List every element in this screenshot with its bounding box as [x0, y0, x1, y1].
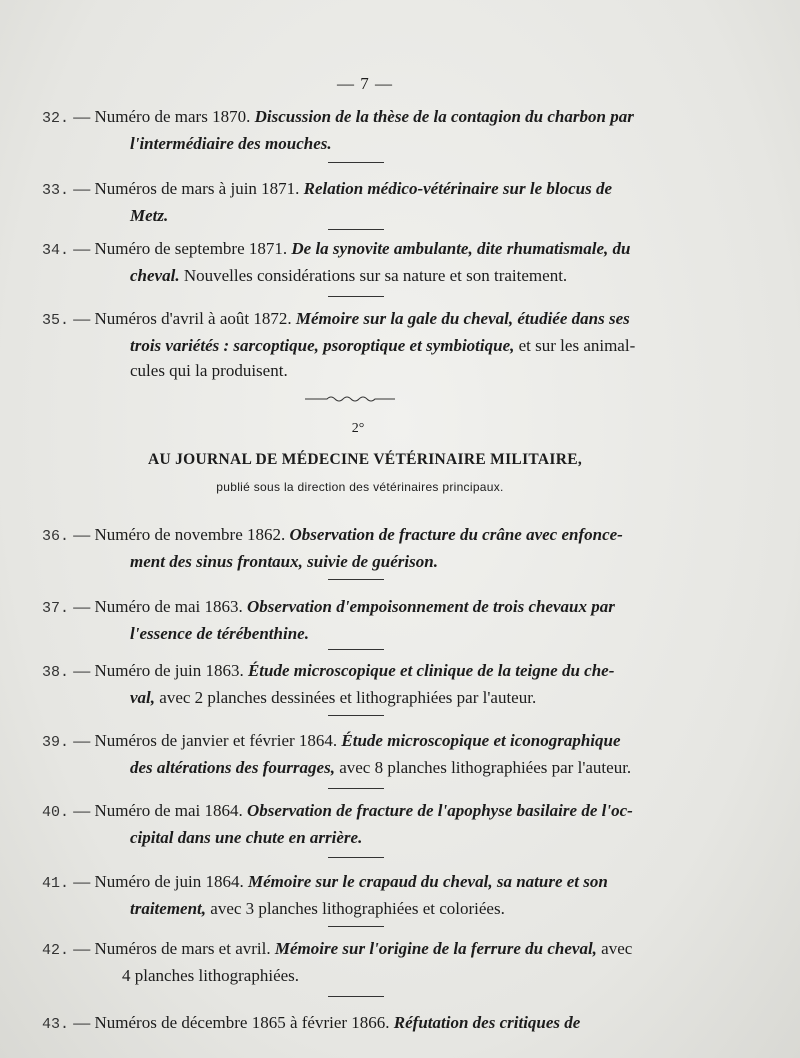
separator-rule [328, 162, 384, 163]
separator-rule [328, 579, 384, 580]
entry-title-cont: trois variétés : sarcoptique, psoroptique et symbiotique, [130, 336, 515, 355]
entry-41 [42, 869, 682, 921]
entry-32 [42, 104, 682, 156]
entry-number: 39. [42, 734, 70, 751]
section-title: AU JOURNAL DE MÉDECINE VÉTÉRINAIRE MILITAIRE, [147, 451, 583, 468]
entry-number: 43. [42, 1016, 70, 1033]
separator-rule [328, 229, 384, 230]
entry-number: 35. [42, 312, 70, 329]
separator-rule [328, 296, 384, 297]
entry-description: 4 planches lithographiées. [122, 966, 300, 985]
entry-title-cont: des altérations des fourrages, [130, 758, 335, 777]
entry-issue: — Numéro de mars 1870. [73, 107, 255, 126]
entry-42 [42, 936, 682, 988]
separator-rule [328, 788, 384, 789]
entry-issue-cont: avec [596, 939, 633, 958]
section-subtitle: publié sous la direction des vétérinaires principaux. [216, 480, 504, 494]
section-number: 2° [351, 421, 365, 436]
entry-issue: — Numéros de mars et avril. [73, 939, 275, 958]
entry-description: avec 8 planches lithographiées par l'auteur. [334, 758, 632, 777]
entry-title: Mémoire sur l'origine de la ferrure du cheval, [274, 939, 597, 958]
entry-title: De la synovite ambulante, dite rhumatismale, du [291, 239, 631, 258]
entry-40 [42, 798, 682, 850]
entry-issue: — Numéro de novembre 1862. [73, 525, 290, 544]
entry-number: 41. [42, 875, 70, 892]
entry-title-cont: ment des sinus frontaux, suivie de guérison. [130, 552, 438, 571]
entry-issue: — Numéro de juin 1863. [73, 661, 248, 680]
entry-number: 33. [42, 182, 70, 199]
entry-title: Étude microscopique et iconographique [341, 731, 621, 750]
entry-title-cont: Metz. [130, 206, 169, 225]
entry-39 [42, 728, 682, 780]
entry-number: 40. [42, 804, 70, 821]
entry-issue: — Numéros d'avril à août 1872. [73, 309, 296, 328]
page-number: — 7 — [337, 74, 393, 93]
separator-rule [328, 715, 384, 716]
entry-issue: — Numéro de juin 1864. [73, 872, 248, 891]
entry-issue: — Numéro de septembre 1871. [73, 239, 292, 258]
entry-38 [42, 658, 682, 710]
entry-title-cont: cipital dans une chute en arrière. [130, 828, 363, 847]
entry-title: Discussion de la thèse de la contagion du charbon par [254, 107, 634, 126]
entry-title: Mémoire sur le crapaud du cheval, sa nature et son [247, 872, 608, 891]
entry-title: Observation d'empoisonnement de trois chevaux par [247, 597, 615, 616]
wavy-separator [305, 394, 395, 402]
entry-title: Relation médico-vétérinaire sur le blocus de [303, 179, 613, 198]
entry-title: Observation de fracture de l'apophyse basilaire de l'oc- [247, 801, 633, 820]
entry-34 [42, 236, 682, 288]
entry-title: Mémoire sur la gale du cheval, étudiée dans ses [295, 309, 630, 328]
entry-number: 32. [42, 110, 70, 127]
entry-title: Étude microscopique et clinique de la teigne du che- [247, 661, 615, 680]
separator-rule [328, 857, 384, 858]
entry-36 [42, 522, 682, 574]
entry-number: 34. [42, 242, 70, 259]
entry-description: et sur les animal- [514, 336, 636, 355]
entry-title-cont: l'essence de térébenthine. [130, 624, 309, 643]
entry-title: Réfutation des critiques de [393, 1013, 581, 1032]
entry-description: avec 3 planches lithographiées et coloriées. [206, 899, 505, 918]
separator-rule [328, 926, 384, 927]
entry-number: 36. [42, 528, 70, 545]
entry-number: 37. [42, 600, 70, 617]
entry-issue: — Numéros de décembre 1865 à février 1866. [73, 1013, 394, 1032]
entry-issue: — Numéro de mai 1863. [73, 597, 248, 616]
entry-title-cont: cheval. [130, 266, 180, 285]
entry-43 [42, 1010, 682, 1037]
entry-title-cont: traitement, [130, 899, 207, 918]
entry-description: Nouvelles considérations sur sa nature et son traitement. [179, 266, 568, 285]
entry-37 [42, 594, 682, 646]
entry-35 [42, 306, 682, 383]
separator-rule [328, 649, 384, 650]
entry-title-cont: val, [130, 688, 156, 707]
entry-title-cont: l'intermédiaire des mouches. [130, 134, 332, 153]
separator-rule [328, 996, 384, 997]
entry-issue: — Numéros de mars à juin 1871. [73, 179, 304, 198]
entry-33 [42, 176, 682, 228]
entry-description-cont: cules qui la produisent. [130, 361, 288, 380]
entry-number: 38. [42, 664, 70, 681]
entry-title: Observation de fracture du crâne avec enfonce- [289, 525, 623, 544]
entry-issue: — Numéro de mai 1864. [73, 801, 248, 820]
entry-description: avec 2 planches dessinées et lithographiées par l'auteur. [155, 688, 537, 707]
entry-issue: — Numéros de janvier et février 1864. [73, 731, 342, 750]
entry-number: 42. [42, 942, 70, 959]
